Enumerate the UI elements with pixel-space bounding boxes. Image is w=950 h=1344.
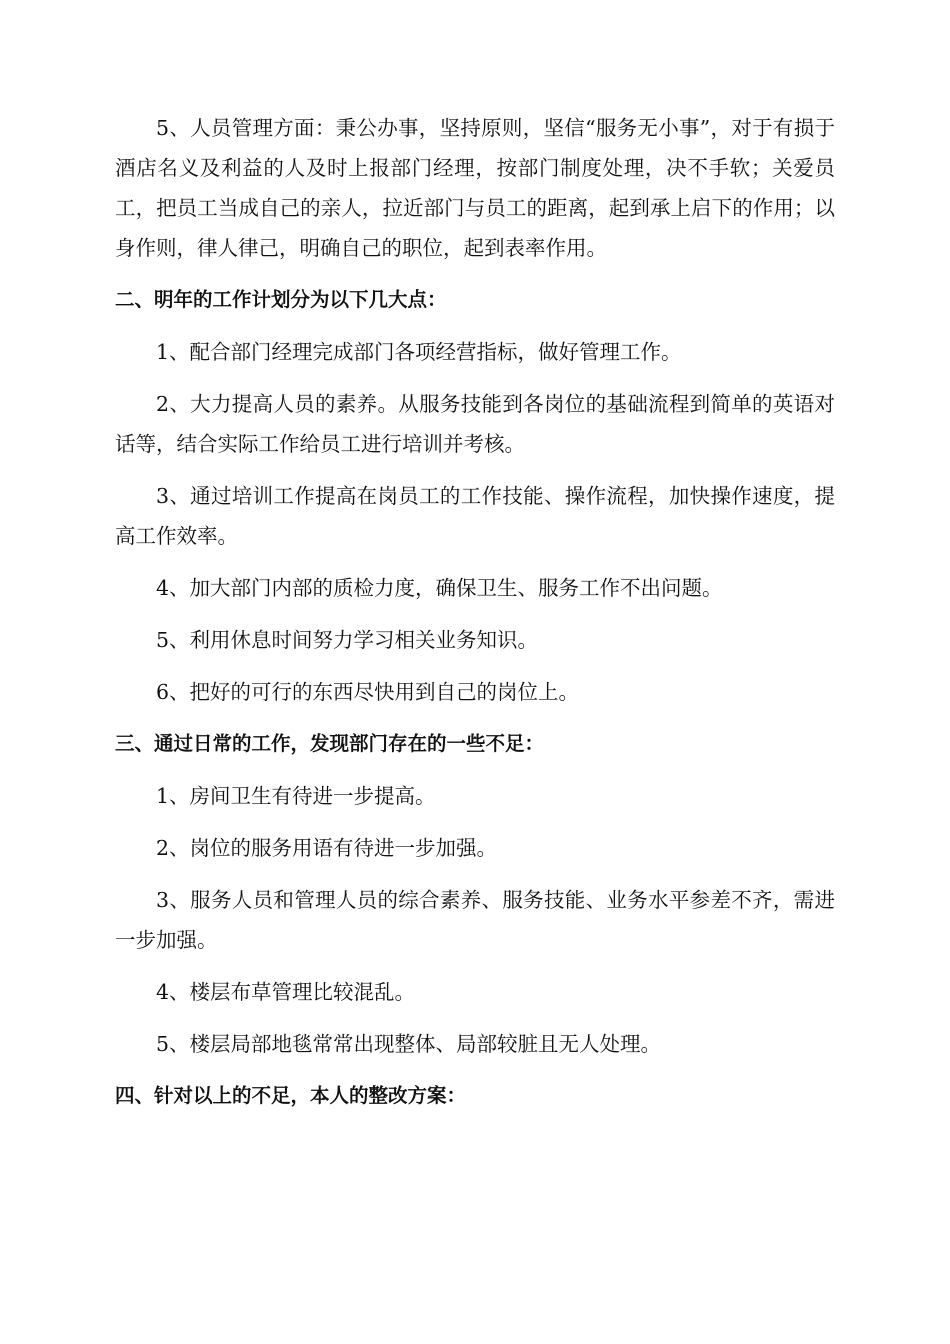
plan-item-2: 2、大力提高人员的素养。从服务技能到各岗位的基础流程到简单的英语对话等，结合实际工作给员工进行培训并考核。 — [115, 392, 835, 456]
plan-item-3: 3、通过培训工作提高在岗员工的工作技能、操作流程，加快操作速度，提高工作效率。 — [115, 484, 835, 548]
document-page — [115, 108, 835, 1116]
plan-item-5: 5、利用休息时间努力学习相关业务知识。 — [156, 628, 539, 652]
paragraph-personnel-management: 5、人员管理方面：秉公办事，坚持原则，坚信“服务无小事”，对于有损于酒店名义及利益的人及时上报部门经理，按部门制度处理，决不手软；关爱员工，把员工当成自己的亲人，拉近部门与员工的距离，起到承上启下的作用；以身作则，律人律己，明确自己的职位，起到表率作用。 — [115, 116, 835, 260]
shortcoming-item-3: 3、服务人员和管理人员的综合素养、服务技能、业务水平参差不齐，需进一步加强。 — [115, 888, 835, 952]
plan-item-6: 6、把好的可行的东西尽快用到自己的岗位上。 — [156, 680, 580, 704]
shortcoming-item-2: 2、岗位的服务用语有待进一步加强。 — [156, 836, 498, 860]
plan-item-1: 1、配合部门经理完成部门各项经营指标，做好管理工作。 — [156, 340, 682, 364]
plan-item-4: 4、加大部门内部的质检力度，确保卫生、服务工作不出问题。 — [156, 576, 723, 600]
section-heading-next-year-plan: 二、明年的工作计划分为以下几大点： — [115, 288, 447, 311]
shortcoming-item-5: 5、楼层局部地毯常常出现整体、局部较脏且无人处理。 — [156, 1032, 662, 1056]
shortcoming-item-4: 4、楼层布草管理比较混乱。 — [156, 980, 416, 1004]
shortcoming-item-1: 1、房间卫生有待进一步提高。 — [156, 784, 436, 808]
section-heading-shortcomings: 三、通过日常的工作，发现部门存在的一些不足： — [115, 732, 545, 755]
section-heading-rectification-plan: 四、针对以上的不足，本人的整改方案： — [115, 1084, 467, 1107]
